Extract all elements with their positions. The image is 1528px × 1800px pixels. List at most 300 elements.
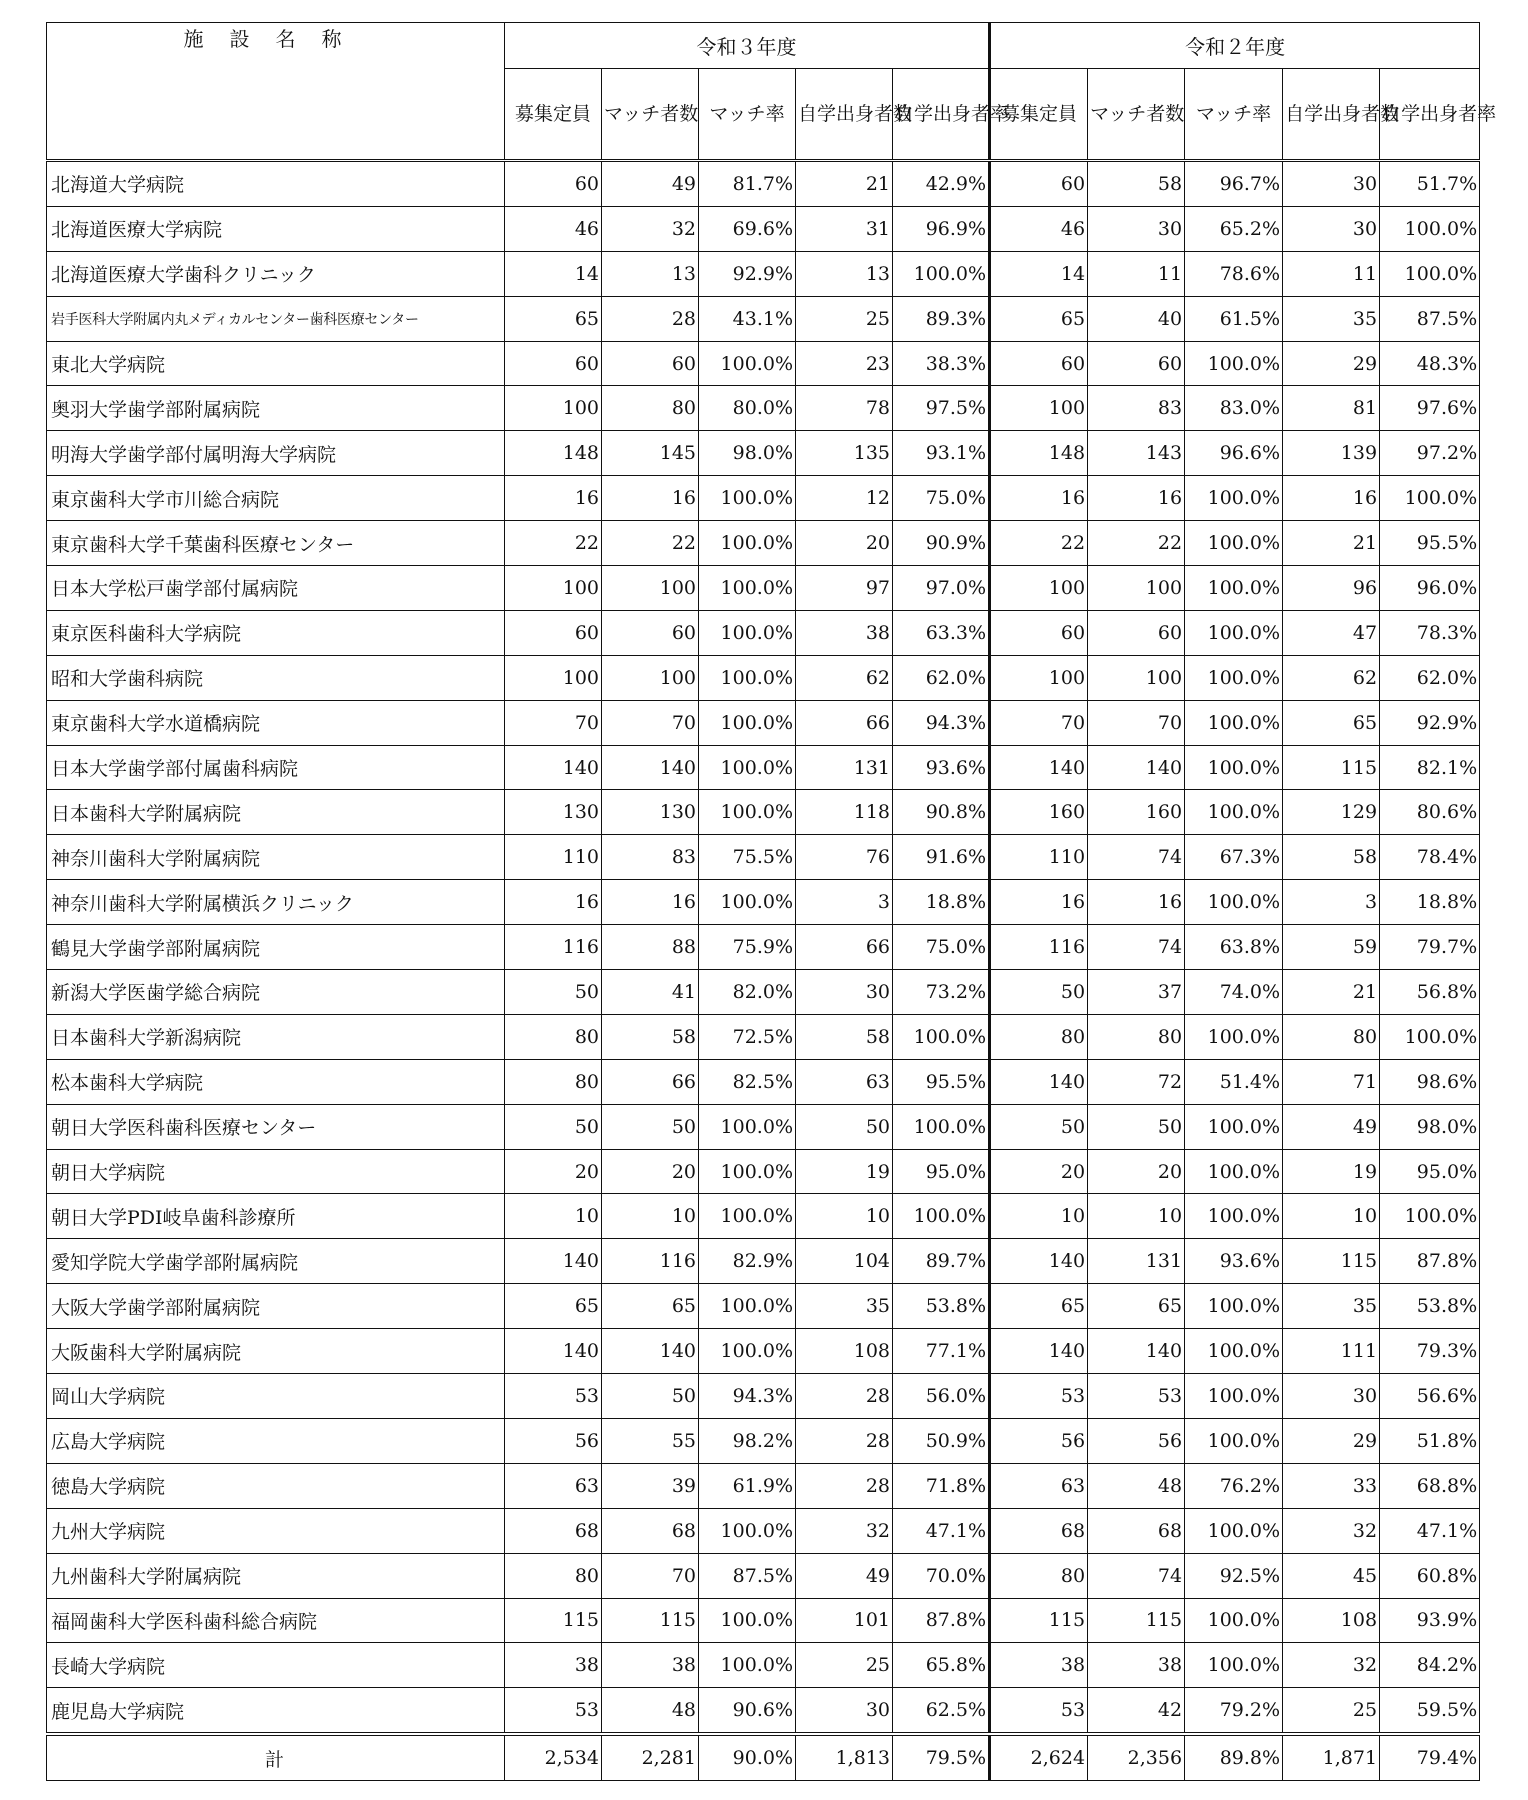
cell-value: 65: [505, 1284, 602, 1329]
cell-value: 51.8%: [1380, 1418, 1480, 1463]
facility-name: 徳島大学病院: [47, 1463, 505, 1508]
cell-value: 2,534: [505, 1734, 602, 1781]
cell-value: 140: [990, 1329, 1088, 1374]
facility-name: 大阪大学歯学部附属病院: [47, 1284, 505, 1329]
table-row: [47, 1329, 1480, 1374]
cell-value: 97: [796, 566, 893, 611]
cell-value: 100.0%: [699, 1194, 796, 1239]
cell-value: 1,871: [1283, 1734, 1380, 1781]
cell-value: 60.8%: [1380, 1553, 1480, 1598]
cell-value: 90.9%: [893, 521, 990, 566]
cell-value: 73.2%: [893, 970, 990, 1015]
cell-value: 60: [990, 161, 1088, 207]
cell-value: 53.8%: [1380, 1284, 1480, 1329]
cell-value: 80: [602, 386, 699, 431]
cell-value: 48: [1088, 1463, 1185, 1508]
cell-value: 100.0%: [1185, 1329, 1283, 1374]
cell-value: 100.0%: [699, 341, 796, 386]
cell-value: 78: [796, 386, 893, 431]
cell-value: 79.5%: [893, 1734, 990, 1781]
cell-value: 58: [796, 1014, 893, 1059]
cell-value: 95.0%: [1380, 1149, 1480, 1194]
cell-value: 11: [1283, 251, 1380, 296]
cell-value: 78.6%: [1185, 251, 1283, 296]
cell-value: 46: [990, 206, 1088, 251]
cell-value: 40: [1088, 296, 1185, 341]
cell-value: 82.0%: [699, 970, 796, 1015]
cell-value: 94.3%: [893, 700, 990, 745]
cell-value: 97.0%: [893, 566, 990, 611]
cell-value: 79.3%: [1380, 1329, 1480, 1374]
cell-value: 100.0%: [699, 521, 796, 566]
cell-value: 32: [1283, 1643, 1380, 1688]
facility-name: 北海道医療大学歯科クリニック: [47, 251, 505, 296]
facility-name: 日本大学松戸歯学部付属病院: [47, 566, 505, 611]
cell-value: 78.4%: [1380, 835, 1480, 880]
cell-value: 87.5%: [1380, 296, 1480, 341]
cell-value: 78.3%: [1380, 610, 1480, 655]
cell-value: 62: [1283, 655, 1380, 700]
cell-value: 50: [602, 1104, 699, 1149]
cell-value: 49: [602, 161, 699, 207]
cell-value: 108: [796, 1329, 893, 1374]
col-header-match-rate: マッチ率: [1185, 69, 1283, 161]
cell-value: 51.4%: [1185, 1059, 1283, 1104]
facility-name: 九州歯科大学附属病院: [47, 1553, 505, 1598]
cell-value: 143: [1088, 431, 1185, 476]
cell-value: 140: [990, 1239, 1088, 1284]
cell-value: 100.0%: [1185, 1194, 1283, 1239]
col-header-own-school: 自学出身者数: [796, 69, 893, 161]
table-row: [47, 1059, 1480, 1104]
cell-value: 16: [990, 476, 1088, 521]
cell-value: 51.7%: [1380, 161, 1480, 207]
cell-value: 74.0%: [1185, 970, 1283, 1015]
cell-value: 100.0%: [1185, 1643, 1283, 1688]
cell-value: 100.0%: [1185, 610, 1283, 655]
cell-value: 21: [1283, 970, 1380, 1015]
cell-value: 140: [1088, 745, 1185, 790]
cell-value: 115: [505, 1598, 602, 1643]
table-row: [47, 1463, 1480, 1508]
cell-value: 10: [1283, 1194, 1380, 1239]
cell-value: 13: [602, 251, 699, 296]
cell-value: 116: [602, 1239, 699, 1284]
cell-value: 46: [505, 206, 602, 251]
cell-value: 60: [1088, 610, 1185, 655]
table-row: [47, 880, 1480, 925]
cell-value: 68: [1088, 1508, 1185, 1553]
facility-name: 奥羽大学歯学部附属病院: [47, 386, 505, 431]
cell-value: 100.0%: [1185, 745, 1283, 790]
cell-value: 140: [505, 745, 602, 790]
table-row: [47, 521, 1480, 566]
cell-value: 160: [990, 790, 1088, 835]
cell-value: 53.8%: [893, 1284, 990, 1329]
cell-value: 25: [1283, 1688, 1380, 1734]
cell-value: 76: [796, 835, 893, 880]
cell-value: 72: [1088, 1059, 1185, 1104]
cell-value: 50.9%: [893, 1418, 990, 1463]
table-row: [47, 296, 1480, 341]
cell-value: 140: [602, 1329, 699, 1374]
cell-value: 56: [1088, 1418, 1185, 1463]
cell-value: 30: [796, 1688, 893, 1734]
cell-value: 100.0%: [1380, 1014, 1480, 1059]
table-row: [47, 610, 1480, 655]
cell-value: 20: [990, 1149, 1088, 1194]
table-row: [47, 925, 1480, 970]
cell-value: 131: [796, 745, 893, 790]
cell-value: 53: [990, 1374, 1088, 1419]
facility-name: 広島大学病院: [47, 1418, 505, 1463]
cell-value: 63: [505, 1463, 602, 1508]
cell-value: 16: [505, 880, 602, 925]
table-row: [47, 1688, 1480, 1734]
cell-value: 38: [990, 1643, 1088, 1688]
cell-value: 95.0%: [893, 1149, 990, 1194]
cell-value: 59.5%: [1380, 1688, 1480, 1734]
cell-value: 88: [602, 925, 699, 970]
cell-value: 129: [1283, 790, 1380, 835]
cell-value: 30: [1088, 206, 1185, 251]
table-row: [47, 1643, 1480, 1688]
cell-value: 148: [505, 431, 602, 476]
cell-value: 70: [1088, 700, 1185, 745]
cell-value: 83.0%: [1185, 386, 1283, 431]
cell-value: 50: [602, 1374, 699, 1419]
table-body: [47, 161, 1480, 1735]
cell-value: 93.1%: [893, 431, 990, 476]
cell-value: 91.6%: [893, 835, 990, 880]
cell-value: 80: [505, 1014, 602, 1059]
cell-value: 94.3%: [699, 1374, 796, 1419]
col-header-match-rate: マッチ率: [699, 69, 796, 161]
cell-value: 50: [796, 1104, 893, 1149]
cell-value: 100.0%: [699, 1284, 796, 1329]
cell-value: 92.9%: [1380, 700, 1480, 745]
cell-value: 16: [505, 476, 602, 521]
cell-value: 58: [1088, 161, 1185, 207]
cell-value: 30: [1283, 1374, 1380, 1419]
cell-value: 97.5%: [893, 386, 990, 431]
cell-value: 75.9%: [699, 925, 796, 970]
cell-value: 96.6%: [1185, 431, 1283, 476]
year-header-r3: 令和３年度: [505, 23, 990, 69]
cell-value: 35: [1283, 296, 1380, 341]
cell-value: 101: [796, 1598, 893, 1643]
cell-value: 100: [505, 655, 602, 700]
cell-value: 96.9%: [893, 206, 990, 251]
cell-value: 95.5%: [893, 1059, 990, 1104]
cell-value: 71: [1283, 1059, 1380, 1104]
cell-value: 32: [602, 206, 699, 251]
table-row: [47, 970, 1480, 1015]
cell-value: 58: [602, 1014, 699, 1059]
cell-value: 80.0%: [699, 386, 796, 431]
cell-value: 100.0%: [699, 610, 796, 655]
cell-value: 115: [1283, 1239, 1380, 1284]
cell-value: 82.1%: [1380, 745, 1480, 790]
cell-value: 32: [1283, 1508, 1380, 1553]
cell-value: 82.9%: [699, 1239, 796, 1284]
cell-value: 65.2%: [1185, 206, 1283, 251]
cell-value: 110: [505, 835, 602, 880]
cell-value: 89.3%: [893, 296, 990, 341]
cell-value: 65: [1088, 1284, 1185, 1329]
cell-value: 66: [796, 700, 893, 745]
cell-value: 100.0%: [893, 251, 990, 296]
cell-value: 100.0%: [1380, 206, 1480, 251]
cell-value: 38: [602, 1643, 699, 1688]
cell-value: 65: [602, 1284, 699, 1329]
cell-value: 83: [1088, 386, 1185, 431]
table-row: [47, 1104, 1480, 1149]
cell-value: 100.0%: [1185, 1418, 1283, 1463]
cell-value: 100.0%: [699, 476, 796, 521]
table-row: [47, 700, 1480, 745]
cell-value: 53: [505, 1688, 602, 1734]
cell-value: 100.0%: [1185, 521, 1283, 566]
cell-value: 70.0%: [893, 1553, 990, 1598]
col-header-own-school-rate: 自学出身者率: [1380, 69, 1480, 161]
cell-value: 100.0%: [1380, 251, 1480, 296]
cell-value: 12: [796, 476, 893, 521]
table-row: [47, 206, 1480, 251]
cell-value: 61.5%: [1185, 296, 1283, 341]
cell-value: 100.0%: [699, 566, 796, 611]
cell-value: 63.8%: [1185, 925, 1283, 970]
cell-value: 20: [1088, 1149, 1185, 1194]
cell-value: 95.5%: [1380, 521, 1480, 566]
cell-value: 75.0%: [893, 925, 990, 970]
cell-value: 100.0%: [1380, 476, 1480, 521]
facility-name: 松本歯科大学病院: [47, 1059, 505, 1104]
cell-value: 62: [796, 655, 893, 700]
cell-value: 60: [1088, 341, 1185, 386]
cell-value: 10: [602, 1194, 699, 1239]
cell-value: 56.8%: [1380, 970, 1480, 1015]
cell-value: 18.8%: [1380, 880, 1480, 925]
cell-value: 19: [1283, 1149, 1380, 1194]
table-row: [47, 1284, 1480, 1329]
table-row: [47, 161, 1480, 207]
cell-value: 80: [990, 1553, 1088, 1598]
cell-value: 140: [505, 1329, 602, 1374]
cell-value: 116: [990, 925, 1088, 970]
cell-value: 50: [1088, 1104, 1185, 1149]
cell-value: 48: [602, 1688, 699, 1734]
matching-results-table: [46, 22, 1497, 1781]
cell-value: 60: [505, 161, 602, 207]
table-row: [47, 386, 1480, 431]
cell-value: 100.0%: [893, 1104, 990, 1149]
cell-value: 60: [602, 341, 699, 386]
cell-value: 62.0%: [893, 655, 990, 700]
cell-value: 87.8%: [893, 1598, 990, 1643]
cell-value: 140: [990, 745, 1088, 790]
facility-name: 東京医科歯科大学病院: [47, 610, 505, 655]
cell-value: 2,281: [602, 1734, 699, 1781]
cell-value: 22: [505, 521, 602, 566]
col-header-own-school: 自学出身者数: [1283, 69, 1380, 161]
cell-value: 19: [796, 1149, 893, 1194]
cell-value: 28: [796, 1418, 893, 1463]
cell-value: 79.4%: [1380, 1734, 1480, 1781]
table-row: [47, 566, 1480, 611]
cell-value: 130: [505, 790, 602, 835]
total-label: 計: [47, 1734, 505, 1781]
cell-value: 22: [602, 521, 699, 566]
cell-value: 47.1%: [893, 1508, 990, 1553]
cell-value: 90.6%: [699, 1688, 796, 1734]
cell-value: 77.1%: [893, 1329, 990, 1374]
cell-value: 42.9%: [893, 161, 990, 207]
cell-value: 80: [505, 1553, 602, 1598]
cell-value: 83: [602, 835, 699, 880]
cell-value: 32: [796, 1508, 893, 1553]
cell-value: 10: [505, 1194, 602, 1239]
facility-name: 日本歯科大学新潟病院: [47, 1014, 505, 1059]
cell-value: 11: [1088, 251, 1185, 296]
cell-value: 90.0%: [699, 1734, 796, 1781]
cell-value: 68: [602, 1508, 699, 1553]
cell-value: 100.0%: [1185, 341, 1283, 386]
cell-value: 61.9%: [699, 1463, 796, 1508]
cell-value: 100.0%: [1380, 1194, 1480, 1239]
facility-name-header: 施設名称: [47, 23, 505, 161]
cell-value: 75.0%: [893, 476, 990, 521]
cell-value: 58: [1283, 835, 1380, 880]
cell-value: 60: [505, 341, 602, 386]
cell-value: 47.1%: [1380, 1508, 1480, 1553]
cell-value: 16: [602, 880, 699, 925]
facility-name: 東京歯科大学水道橋病院: [47, 700, 505, 745]
cell-value: 49: [796, 1553, 893, 1598]
facility-name: 朝日大学PDI岐阜歯科診療所: [47, 1194, 505, 1239]
cell-value: 131: [1088, 1239, 1185, 1284]
cell-value: 92.9%: [699, 251, 796, 296]
cell-value: 79.7%: [1380, 925, 1480, 970]
cell-value: 74: [1088, 925, 1185, 970]
facility-name: 日本歯科大学附属病院: [47, 790, 505, 835]
cell-value: 75.5%: [699, 835, 796, 880]
cell-value: 100.0%: [699, 1104, 796, 1149]
cell-value: 43.1%: [699, 296, 796, 341]
cell-value: 87.5%: [699, 1553, 796, 1598]
cell-value: 25: [796, 1643, 893, 1688]
cell-value: 100.0%: [1185, 880, 1283, 925]
cell-value: 16: [1088, 476, 1185, 521]
cell-value: 100.0%: [1185, 1284, 1283, 1329]
cell-value: 16: [602, 476, 699, 521]
cell-value: 100.0%: [1185, 1014, 1283, 1059]
facility-name: 神奈川歯科大学附属横浜クリニック: [47, 880, 505, 925]
cell-value: 100.0%: [699, 880, 796, 925]
cell-value: 60: [505, 610, 602, 655]
cell-value: 16: [1283, 476, 1380, 521]
cell-value: 100.0%: [1185, 1104, 1283, 1149]
col-header-matched: マッチ者数: [602, 69, 699, 161]
cell-value: 66: [602, 1059, 699, 1104]
cell-value: 89.7%: [893, 1239, 990, 1284]
cell-value: 23: [796, 341, 893, 386]
facility-name: 東京歯科大学千葉歯科医療センター: [47, 521, 505, 566]
table-row: [47, 655, 1480, 700]
cell-value: 100.0%: [1185, 476, 1283, 521]
table-row: [47, 476, 1480, 521]
cell-value: 104: [796, 1239, 893, 1284]
facility-name: 新潟大学医歯学総合病院: [47, 970, 505, 1015]
cell-value: 10: [990, 1194, 1088, 1239]
cell-value: 3: [796, 880, 893, 925]
cell-value: 100.0%: [1185, 1598, 1283, 1643]
cell-value: 81: [1283, 386, 1380, 431]
cell-value: 100.0%: [699, 1329, 796, 1374]
cell-value: 53: [990, 1688, 1088, 1734]
cell-value: 79.2%: [1185, 1688, 1283, 1734]
cell-value: 65.8%: [893, 1643, 990, 1688]
cell-value: 100.0%: [699, 1643, 796, 1688]
cell-value: 98.0%: [699, 431, 796, 476]
facility-name: 鶴見大学歯学部附属病院: [47, 925, 505, 970]
cell-value: 30: [1283, 161, 1380, 207]
table-row: [47, 1508, 1480, 1553]
cell-value: 96.7%: [1185, 161, 1283, 207]
cell-value: 21: [1283, 521, 1380, 566]
cell-value: 140: [1088, 1329, 1185, 1374]
facility-name: 日本大学歯学部付属歯科病院: [47, 745, 505, 790]
cell-value: 100: [602, 655, 699, 700]
cell-value: 68.8%: [1380, 1463, 1480, 1508]
col-header-own-school-rate: 自学出身者率: [893, 69, 990, 161]
cell-value: 100.0%: [1185, 566, 1283, 611]
cell-value: 14: [505, 251, 602, 296]
cell-value: 139: [1283, 431, 1380, 476]
cell-value: 93.6%: [893, 745, 990, 790]
cell-value: 65: [990, 296, 1088, 341]
facility-name: 鹿児島大学病院: [47, 1688, 505, 1734]
cell-value: 100.0%: [1185, 1374, 1283, 1419]
cell-value: 100: [990, 566, 1088, 611]
cell-value: 65: [1283, 700, 1380, 745]
cell-value: 28: [602, 296, 699, 341]
cell-value: 115: [1088, 1598, 1185, 1643]
cell-value: 38: [505, 1643, 602, 1688]
cell-value: 97.2%: [1380, 431, 1480, 476]
cell-value: 100.0%: [1185, 1149, 1283, 1194]
cell-value: 84.2%: [1380, 1643, 1480, 1688]
cell-value: 35: [1283, 1284, 1380, 1329]
cell-value: 28: [796, 1463, 893, 1508]
cell-value: 29: [1283, 341, 1380, 386]
cell-value: 2,624: [990, 1734, 1088, 1781]
cell-value: 140: [505, 1239, 602, 1284]
facility-name: 北海道大学病院: [47, 161, 505, 207]
cell-value: 92.5%: [1185, 1553, 1283, 1598]
cell-value: 108: [1283, 1598, 1380, 1643]
cell-value: 35: [796, 1284, 893, 1329]
cell-value: 30: [1283, 206, 1380, 251]
col-header-capacity: 募集定員: [505, 69, 602, 161]
cell-value: 140: [990, 1059, 1088, 1104]
cell-value: 16: [990, 880, 1088, 925]
cell-value: 100.0%: [699, 790, 796, 835]
cell-value: 67.3%: [1185, 835, 1283, 880]
cell-value: 111: [1283, 1329, 1380, 1374]
cell-value: 97.6%: [1380, 386, 1480, 431]
cell-value: 70: [602, 1553, 699, 1598]
